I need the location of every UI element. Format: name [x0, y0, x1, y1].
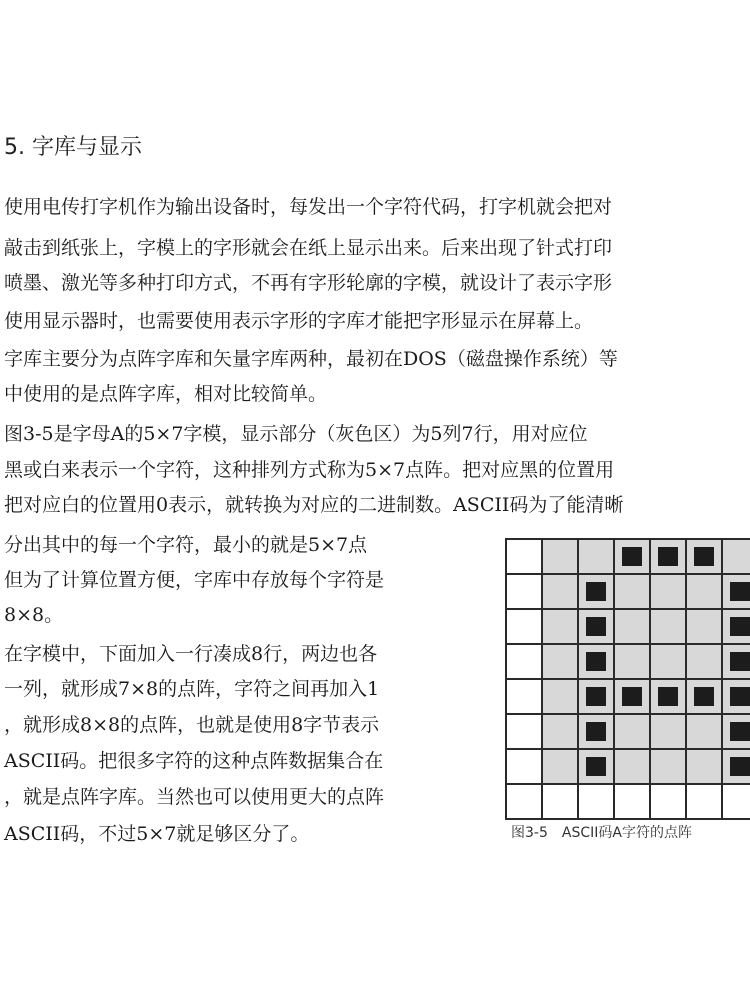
matrix-dot: [730, 617, 750, 636]
matrix-dot: [622, 547, 642, 566]
matrix-cell: [651, 715, 685, 748]
matrix-cell: [579, 575, 613, 608]
matrix-cell: [579, 785, 613, 818]
matrix-cell: [543, 610, 577, 643]
matrix-cell: [579, 750, 613, 783]
matrix-cell: [687, 540, 721, 573]
dot-matrix-figure: [505, 538, 750, 820]
paragraph-line: 一列，就形成7×8的点阵，字符之间再加入1: [4, 678, 380, 700]
matrix-dot: [586, 722, 606, 741]
matrix-cell: [615, 575, 649, 608]
matrix-cell: [723, 540, 750, 573]
matrix-cell: [615, 645, 649, 678]
matrix-cell: [651, 540, 685, 573]
matrix-dot: [586, 652, 606, 671]
matrix-dot: [586, 617, 606, 636]
paragraph-line: ，就是点阵字库。当然也可以使用更大的点阵: [4, 786, 385, 808]
matrix-dot: [586, 757, 606, 776]
matrix-cell: [687, 785, 721, 818]
matrix-cell: [579, 715, 613, 748]
paragraph-line: 在字模中，下面加入一行凑成8行，两边也各: [4, 643, 378, 665]
paragraph-line: 使用显示器时，也需要使用表示字形的字库才能把字形显示在屏幕上。: [4, 310, 594, 332]
matrix-cell: [579, 610, 613, 643]
figure-caption: 图3-5 ASCII码A字符的点阵: [511, 825, 692, 841]
matrix-cell: [543, 715, 577, 748]
paragraph-line: 把对应白的位置用0表示，就转换为对应的二进制数。ASCII码为了能清晰: [4, 494, 624, 516]
paragraph-line: 但为了计算位置方便，字库中存放每个字符是: [4, 569, 385, 591]
matrix-cell: [507, 785, 541, 818]
matrix-dot: [586, 687, 606, 706]
matrix-cell: [543, 575, 577, 608]
paragraph-line: 黑或白来表示一个字符，这种排列方式称为5×7点阵。把对应黑的位置用: [4, 459, 615, 481]
matrix-cell: [543, 750, 577, 783]
matrix-cell: [507, 540, 541, 573]
paragraph-line: ，就形成8×8的点阵，也就是使用8字节表示: [4, 714, 380, 736]
matrix-cell: [723, 750, 750, 783]
paragraph-line: 图3-5是字母A的5×7字模，显示部分（灰色区）为5列7行，用对应位: [4, 423, 588, 445]
matrix-cell: [579, 680, 613, 713]
matrix-dot: [730, 582, 750, 601]
matrix-dot: [622, 687, 642, 706]
matrix-cell: [651, 610, 685, 643]
matrix-dot: [694, 547, 714, 566]
matrix-cell: [579, 645, 613, 678]
paragraph-line: 字库主要分为点阵字库和矢量字库两种，最初在DOS（磁盘操作系统）等: [4, 348, 618, 370]
matrix-dot: [658, 687, 678, 706]
matrix-dot: [658, 547, 678, 566]
matrix-cell: [579, 540, 613, 573]
matrix-cell: [723, 715, 750, 748]
matrix-cell: [687, 750, 721, 783]
paragraph-line: ASCII码。把很多字符的这种点阵数据集合在: [4, 750, 384, 772]
matrix-cell: [543, 540, 577, 573]
paragraph-line: 8×8。: [4, 604, 64, 626]
matrix-cell: [723, 645, 750, 678]
matrix-dot: [730, 722, 750, 741]
matrix-cell: [687, 680, 721, 713]
matrix-cell: [507, 645, 541, 678]
matrix-cell: [507, 750, 541, 783]
paragraph-line: 使用电传打字机作为输出设备时，每发出一个字符代码，打字机就会把对: [4, 196, 613, 218]
matrix-cell: [723, 785, 750, 818]
matrix-cell: [687, 575, 721, 608]
matrix-cell: [651, 785, 685, 818]
matrix-dot: [694, 687, 714, 706]
matrix-cell: [615, 610, 649, 643]
matrix-cell: [651, 750, 685, 783]
matrix-cell: [543, 645, 577, 678]
matrix-cell: [543, 785, 577, 818]
dot-matrix-grid: [505, 538, 750, 820]
paragraph-line: 敲击到纸张上，字模上的字形就会在纸上显示出来。后来出现了针式打印: [4, 237, 613, 259]
paragraph-line: 中使用的是点阵字库，相对比较简单。: [4, 383, 328, 405]
paragraph-line: 喷墨、激光等多种打印方式，不再有字形轮廓的字模，就设计了表示字形: [4, 272, 613, 294]
matrix-cell: [687, 645, 721, 678]
matrix-cell: [507, 575, 541, 608]
matrix-cell: [507, 680, 541, 713]
matrix-cell: [615, 750, 649, 783]
matrix-cell: [507, 715, 541, 748]
matrix-cell: [651, 680, 685, 713]
paragraph-line: 分出其中的每一个字符，最小的就是5×7点: [4, 534, 368, 556]
matrix-cell: [651, 645, 685, 678]
matrix-cell: [615, 540, 649, 573]
matrix-cell: [615, 785, 649, 818]
matrix-cell: [687, 610, 721, 643]
matrix-cell: [723, 610, 750, 643]
paragraph-line: ASCII码，不过5×7就足够区分了。: [4, 823, 310, 845]
matrix-cell: [543, 680, 577, 713]
matrix-cell: [723, 680, 750, 713]
matrix-dot: [730, 652, 750, 671]
matrix-cell: [687, 715, 721, 748]
matrix-dot: [730, 687, 750, 706]
matrix-cell: [723, 575, 750, 608]
matrix-cell: [651, 575, 685, 608]
section-heading: 5. 字库与显示: [4, 135, 142, 160]
matrix-dot: [730, 757, 750, 776]
matrix-dot: [586, 582, 606, 601]
matrix-cell: [507, 610, 541, 643]
matrix-cell: [615, 715, 649, 748]
matrix-cell: [615, 680, 649, 713]
